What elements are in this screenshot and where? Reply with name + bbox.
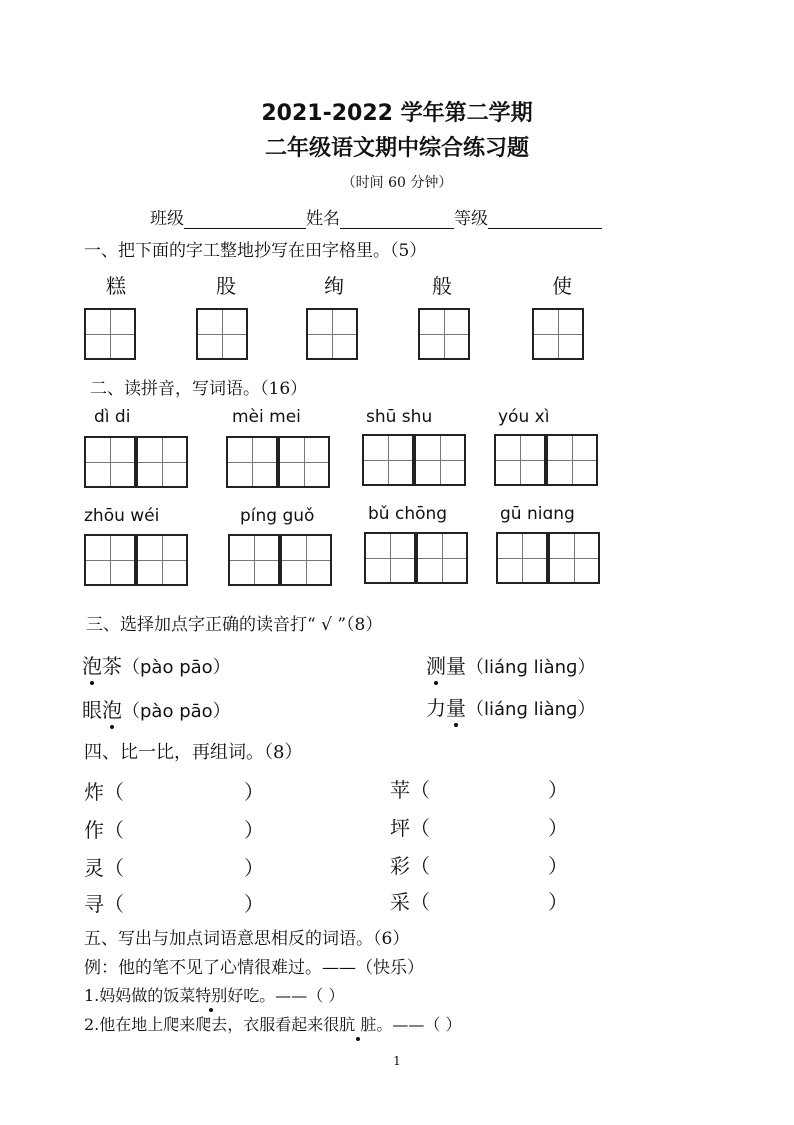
tianzige-box[interactable]	[532, 308, 584, 360]
reading-item[interactable]: 眼泡（pào pāo）	[82, 694, 231, 723]
pinyin-label: bǔ chōng	[368, 504, 448, 524]
word-item: 作（	[84, 818, 124, 842]
grade-blank[interactable]	[488, 212, 602, 229]
copy-char: 使	[552, 274, 572, 298]
word-item: 彩（	[390, 854, 430, 878]
close-paren: ）	[244, 892, 264, 916]
tianzige-box[interactable]	[280, 534, 332, 586]
pinyin-label: píng guǒ	[240, 506, 315, 526]
close-paren: ）	[548, 816, 568, 840]
pinyin-label: zhōu wéi	[84, 506, 160, 526]
tianzige-box[interactable]	[418, 308, 470, 360]
class-blank[interactable]	[184, 212, 306, 229]
word-item: 采（	[390, 890, 430, 914]
time-note: （时间 60 分钟）	[341, 175, 453, 191]
close-paren: ）	[548, 778, 568, 802]
tianzige-box[interactable]	[226, 436, 278, 488]
dotted-char: 泡	[82, 650, 102, 679]
tianzige-box[interactable]	[84, 436, 136, 488]
pinyin-label: mèi mei	[232, 407, 301, 427]
tianzige-box[interactable]	[414, 434, 466, 486]
title-line-2: 二年级语文期中综合练习题	[264, 136, 529, 161]
tianzige-box[interactable]	[416, 532, 468, 584]
copy-char: 糕	[106, 274, 126, 298]
dotted-char: 量	[446, 692, 466, 721]
grade-label: 等级	[454, 209, 488, 229]
question-2[interactable]: 2.他在地上爬来爬去，衣服看起来很肮 脏。——（ ）	[84, 1012, 461, 1035]
close-paren: ）	[244, 780, 264, 804]
close-paren: ）	[244, 856, 264, 880]
tianzige-box[interactable]	[136, 534, 188, 586]
pinyin-label: shū shu	[366, 407, 433, 427]
page-number: 1	[393, 1054, 401, 1068]
name-label: 姓名	[306, 209, 340, 229]
section-5-heading: 五、写出与加点词语意思相反的词语。（6）	[84, 929, 410, 949]
title-line-1: 2021-2022 学年第二学期	[261, 101, 533, 126]
reading-item[interactable]: 泡茶（pào pāo）	[82, 650, 231, 679]
question-1[interactable]: 1.妈妈做的饭菜特别好吃。——（ ）	[84, 983, 344, 1006]
name-blank[interactable]	[340, 212, 454, 229]
pinyin-label: yóu xì	[498, 407, 550, 427]
tianzige-box[interactable]	[136, 436, 188, 488]
tianzige-box[interactable]	[196, 308, 248, 360]
tianzige-box[interactable]	[362, 434, 414, 486]
dotted-word: 肮 脏	[339, 1012, 376, 1035]
tianzige-box[interactable]	[306, 308, 358, 360]
info-line	[150, 204, 602, 229]
pinyin-label: gū niɑng	[500, 504, 575, 524]
tianzige-box[interactable]	[228, 534, 280, 586]
section-2-heading: 二、读拼音，写词语。（16）	[90, 379, 308, 399]
dotted-char: 泡	[102, 694, 122, 723]
word-item: 灵（	[84, 856, 124, 880]
tianzige-box[interactable]	[496, 532, 548, 584]
tianzige-box[interactable]	[84, 534, 136, 586]
tianzige-box[interactable]	[84, 308, 136, 360]
copy-char: 股	[216, 274, 236, 298]
section-1-heading: 一、把下面的字工整地抄写在田字格里。（5）	[84, 241, 427, 261]
reading-item[interactable]: 力量（liánɡ liànɡ）	[426, 692, 595, 721]
close-paren: ）	[548, 890, 568, 914]
copy-char: 绚	[324, 274, 344, 298]
word-item: 炸（	[84, 780, 124, 804]
reading-item[interactable]: 测量（liánɡ liànɡ）	[426, 650, 595, 679]
tianzige-box[interactable]	[494, 434, 546, 486]
word-item: 寻（	[84, 892, 124, 916]
tianzige-box[interactable]	[548, 532, 600, 584]
pinyin-label: dì di	[94, 407, 131, 427]
dotted-word: 特别	[195, 983, 227, 1006]
word-item: 苹（	[390, 778, 430, 802]
section-3-heading: 三、选择加点字正确的读音打“ √ ”（8）	[86, 615, 383, 635]
example-line: 例：他的笔不见了心情很难过。——（快乐）	[84, 958, 424, 978]
tianzige-box[interactable]	[546, 434, 598, 486]
close-paren: ）	[244, 818, 264, 842]
tianzige-box[interactable]	[278, 436, 330, 488]
close-paren: ）	[548, 854, 568, 878]
word-item: 坪（	[390, 816, 430, 840]
class-label: 班级	[150, 209, 184, 229]
section-4-heading: 四、比一比，再组词。（8）	[84, 742, 303, 763]
dotted-char: 测	[426, 650, 446, 679]
copy-char: 般	[432, 274, 452, 298]
tianzige-box[interactable]	[364, 532, 416, 584]
